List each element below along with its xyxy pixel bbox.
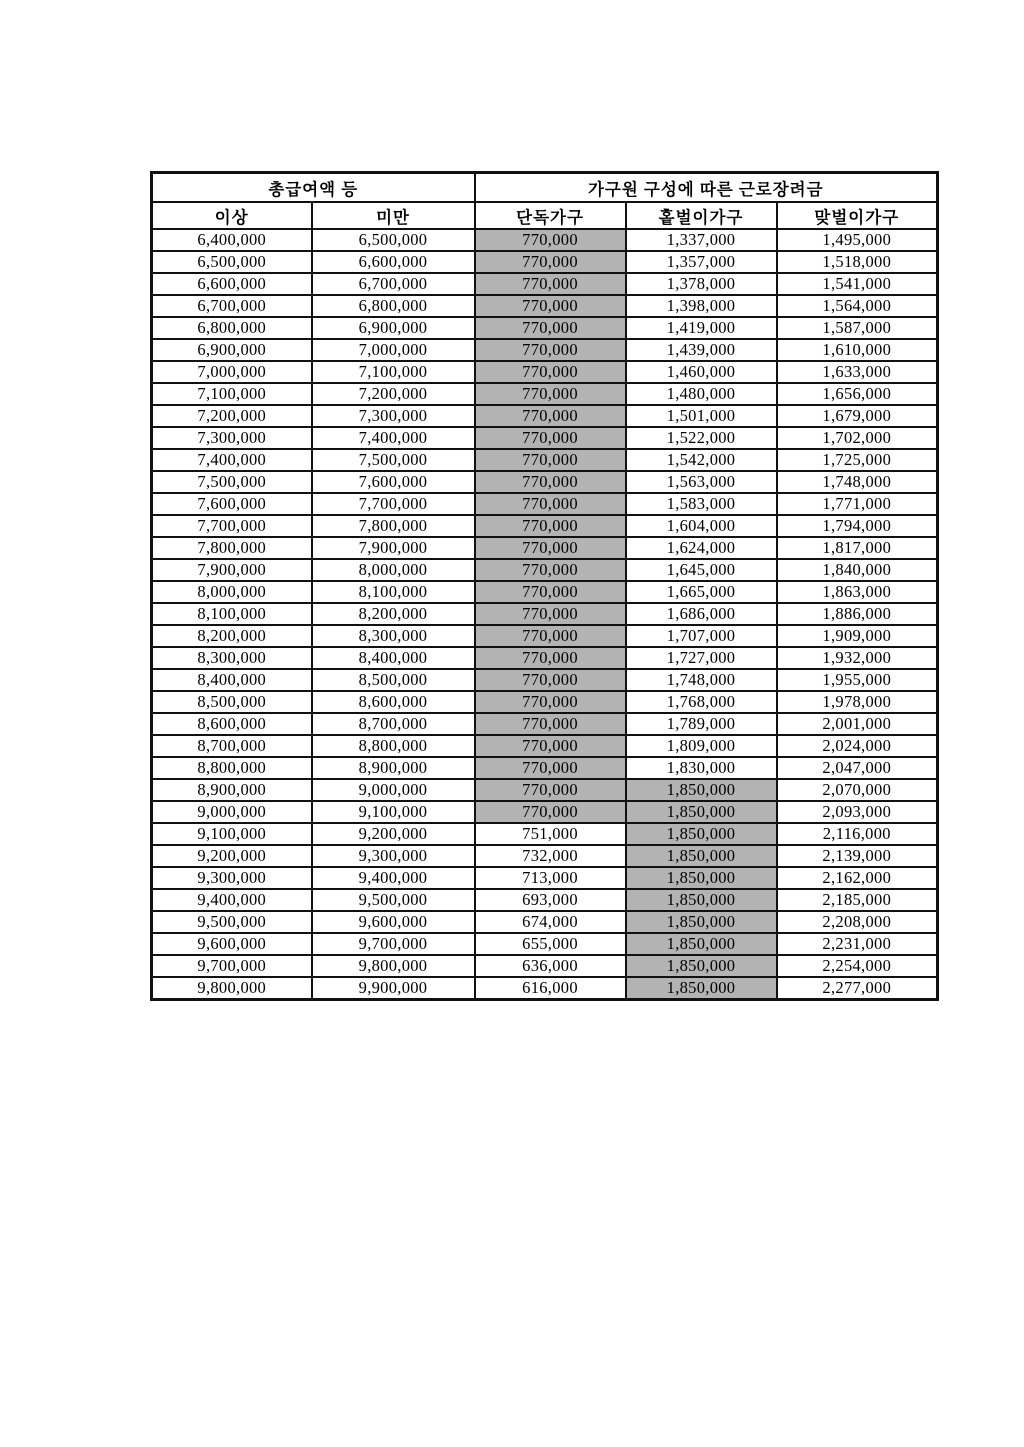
table-row bbox=[152, 295, 938, 317]
cell-income-min: 7,000,000 bbox=[152, 361, 312, 383]
table-row bbox=[152, 603, 938, 625]
cell-income-min: 7,900,000 bbox=[152, 559, 312, 581]
cell-dual-earner-household: 2,001,000 bbox=[777, 713, 938, 735]
cell-single-earner-household: 1,850,000 bbox=[626, 801, 777, 823]
cell-income-max: 9,800,000 bbox=[312, 955, 475, 977]
col-header-single-household: 단독가구 bbox=[475, 202, 626, 229]
cell-income-min: 8,000,000 bbox=[152, 581, 312, 603]
cell-single-household: 770,000 bbox=[475, 493, 626, 515]
header-group-row bbox=[152, 173, 938, 203]
cell-income-max: 9,600,000 bbox=[312, 911, 475, 933]
table-row bbox=[152, 559, 938, 581]
cell-single-earner-household: 1,727,000 bbox=[626, 647, 777, 669]
table-body bbox=[152, 229, 938, 1000]
cell-income-max: 8,900,000 bbox=[312, 757, 475, 779]
cell-income-max: 6,900,000 bbox=[312, 317, 475, 339]
cell-income-min: 7,400,000 bbox=[152, 449, 312, 471]
table-row bbox=[152, 273, 938, 295]
table-row bbox=[152, 493, 938, 515]
cell-income-max: 7,400,000 bbox=[312, 427, 475, 449]
cell-single-earner-household: 1,789,000 bbox=[626, 713, 777, 735]
cell-dual-earner-household: 2,139,000 bbox=[777, 845, 938, 867]
cell-single-household: 770,000 bbox=[475, 295, 626, 317]
cell-single-earner-household: 1,686,000 bbox=[626, 603, 777, 625]
table-row bbox=[152, 427, 938, 449]
cell-dual-earner-household: 1,932,000 bbox=[777, 647, 938, 669]
cell-income-min: 9,800,000 bbox=[152, 977, 312, 1000]
cell-dual-earner-household: 1,656,000 bbox=[777, 383, 938, 405]
cell-income-min: 8,500,000 bbox=[152, 691, 312, 713]
cell-single-household: 770,000 bbox=[475, 757, 626, 779]
col-header-max: 미만 bbox=[312, 202, 475, 229]
cell-income-min: 8,800,000 bbox=[152, 757, 312, 779]
cell-dual-earner-household: 2,116,000 bbox=[777, 823, 938, 845]
cell-income-min: 8,700,000 bbox=[152, 735, 312, 757]
table-row bbox=[152, 779, 938, 801]
table-row bbox=[152, 339, 938, 361]
cell-income-min: 9,200,000 bbox=[152, 845, 312, 867]
cell-single-earner-household: 1,522,000 bbox=[626, 427, 777, 449]
table-row bbox=[152, 251, 938, 273]
table-row bbox=[152, 669, 938, 691]
cell-dual-earner-household: 2,208,000 bbox=[777, 911, 938, 933]
cell-dual-earner-household: 1,886,000 bbox=[777, 603, 938, 625]
cell-single-earner-household: 1,830,000 bbox=[626, 757, 777, 779]
table-row bbox=[152, 735, 938, 757]
col-header-single-earner-household: 홑벌이가구 bbox=[626, 202, 777, 229]
cell-dual-earner-household: 1,955,000 bbox=[777, 669, 938, 691]
cell-dual-earner-household: 2,277,000 bbox=[777, 977, 938, 1000]
cell-dual-earner-household: 2,162,000 bbox=[777, 867, 938, 889]
cell-single-household: 770,000 bbox=[475, 405, 626, 427]
col-header-min: 이상 bbox=[152, 202, 312, 229]
cell-income-max: 8,300,000 bbox=[312, 625, 475, 647]
cell-income-min: 8,200,000 bbox=[152, 625, 312, 647]
cell-dual-earner-household: 2,254,000 bbox=[777, 955, 938, 977]
cell-income-min: 9,400,000 bbox=[152, 889, 312, 911]
table-row bbox=[152, 471, 938, 493]
cell-income-max: 8,800,000 bbox=[312, 735, 475, 757]
cell-single-earner-household: 1,850,000 bbox=[626, 779, 777, 801]
cell-single-household: 770,000 bbox=[475, 317, 626, 339]
header-group-total-income: 총급여액 등 bbox=[152, 173, 475, 203]
cell-income-min: 7,300,000 bbox=[152, 427, 312, 449]
cell-income-max: 9,000,000 bbox=[312, 779, 475, 801]
cell-single-earner-household: 1,542,000 bbox=[626, 449, 777, 471]
cell-single-household: 636,000 bbox=[475, 955, 626, 977]
table-row bbox=[152, 383, 938, 405]
cell-income-max: 8,200,000 bbox=[312, 603, 475, 625]
cell-single-household: 751,000 bbox=[475, 823, 626, 845]
table-row bbox=[152, 691, 938, 713]
table-row bbox=[152, 537, 938, 559]
column-header-row bbox=[152, 202, 938, 229]
cell-dual-earner-household: 1,978,000 bbox=[777, 691, 938, 713]
cell-single-earner-household: 1,439,000 bbox=[626, 339, 777, 361]
cell-single-household: 770,000 bbox=[475, 647, 626, 669]
cell-dual-earner-household: 1,771,000 bbox=[777, 493, 938, 515]
table-row bbox=[152, 647, 938, 669]
cell-single-household: 770,000 bbox=[475, 713, 626, 735]
cell-single-earner-household: 1,850,000 bbox=[626, 933, 777, 955]
cell-single-household: 693,000 bbox=[475, 889, 626, 911]
cell-income-min: 9,700,000 bbox=[152, 955, 312, 977]
cell-single-earner-household: 1,768,000 bbox=[626, 691, 777, 713]
cell-income-max: 6,700,000 bbox=[312, 273, 475, 295]
cell-dual-earner-household: 2,093,000 bbox=[777, 801, 938, 823]
cell-dual-earner-household: 1,840,000 bbox=[777, 559, 938, 581]
cell-income-min: 8,400,000 bbox=[152, 669, 312, 691]
cell-single-earner-household: 1,748,000 bbox=[626, 669, 777, 691]
cell-dual-earner-household: 1,541,000 bbox=[777, 273, 938, 295]
cell-income-max: 8,500,000 bbox=[312, 669, 475, 691]
cell-income-max: 8,000,000 bbox=[312, 559, 475, 581]
cell-single-household: 770,000 bbox=[475, 691, 626, 713]
cell-single-household: 770,000 bbox=[475, 515, 626, 537]
cell-single-earner-household: 1,419,000 bbox=[626, 317, 777, 339]
cell-income-min: 9,600,000 bbox=[152, 933, 312, 955]
table-row bbox=[152, 977, 938, 1000]
cell-income-max: 9,700,000 bbox=[312, 933, 475, 955]
table-row bbox=[152, 889, 938, 911]
cell-single-household: 770,000 bbox=[475, 625, 626, 647]
cell-income-max: 6,800,000 bbox=[312, 295, 475, 317]
cell-income-min: 6,700,000 bbox=[152, 295, 312, 317]
cell-income-min: 9,500,000 bbox=[152, 911, 312, 933]
header-group-incentive-by-household: 가구원 구성에 따른 근로장려금 bbox=[475, 173, 938, 203]
cell-income-min: 6,600,000 bbox=[152, 273, 312, 295]
table-row bbox=[152, 801, 938, 823]
cell-single-earner-household: 1,850,000 bbox=[626, 845, 777, 867]
cell-single-household: 616,000 bbox=[475, 977, 626, 1000]
cell-income-max: 9,900,000 bbox=[312, 977, 475, 1000]
cell-income-max: 7,500,000 bbox=[312, 449, 475, 471]
cell-single-earner-household: 1,480,000 bbox=[626, 383, 777, 405]
cell-income-max: 9,400,000 bbox=[312, 867, 475, 889]
cell-single-earner-household: 1,604,000 bbox=[626, 515, 777, 537]
cell-single-earner-household: 1,850,000 bbox=[626, 911, 777, 933]
cell-income-min: 7,700,000 bbox=[152, 515, 312, 537]
cell-dual-earner-household: 2,024,000 bbox=[777, 735, 938, 757]
cell-single-earner-household: 1,645,000 bbox=[626, 559, 777, 581]
cell-single-earner-household: 1,809,000 bbox=[626, 735, 777, 757]
cell-single-earner-household: 1,850,000 bbox=[626, 867, 777, 889]
cell-dual-earner-household: 1,610,000 bbox=[777, 339, 938, 361]
cell-income-min: 9,100,000 bbox=[152, 823, 312, 845]
cell-dual-earner-household: 1,748,000 bbox=[777, 471, 938, 493]
cell-single-household: 770,000 bbox=[475, 471, 626, 493]
table-row bbox=[152, 229, 938, 251]
cell-single-earner-household: 1,624,000 bbox=[626, 537, 777, 559]
cell-single-household: 770,000 bbox=[475, 273, 626, 295]
cell-income-max: 6,600,000 bbox=[312, 251, 475, 273]
cell-dual-earner-household: 1,518,000 bbox=[777, 251, 938, 273]
cell-dual-earner-household: 1,794,000 bbox=[777, 515, 938, 537]
cell-single-household: 770,000 bbox=[475, 581, 626, 603]
cell-income-min: 8,600,000 bbox=[152, 713, 312, 735]
cell-single-earner-household: 1,850,000 bbox=[626, 977, 777, 1000]
cell-single-household: 674,000 bbox=[475, 911, 626, 933]
cell-income-max: 7,200,000 bbox=[312, 383, 475, 405]
cell-dual-earner-household: 1,909,000 bbox=[777, 625, 938, 647]
table-row bbox=[152, 867, 938, 889]
col-header-dual-earner-household: 맞벌이가구 bbox=[777, 202, 938, 229]
cell-single-household: 770,000 bbox=[475, 251, 626, 273]
cell-income-min: 7,100,000 bbox=[152, 383, 312, 405]
cell-income-max: 7,300,000 bbox=[312, 405, 475, 427]
cell-single-household: 770,000 bbox=[475, 801, 626, 823]
cell-single-household: 732,000 bbox=[475, 845, 626, 867]
table-row bbox=[152, 361, 938, 383]
cell-single-household: 770,000 bbox=[475, 449, 626, 471]
table-row bbox=[152, 911, 938, 933]
cell-single-earner-household: 1,563,000 bbox=[626, 471, 777, 493]
cell-single-household: 770,000 bbox=[475, 427, 626, 449]
table-row bbox=[152, 581, 938, 603]
cell-dual-earner-household: 1,725,000 bbox=[777, 449, 938, 471]
cell-single-earner-household: 1,707,000 bbox=[626, 625, 777, 647]
cell-income-max: 7,900,000 bbox=[312, 537, 475, 559]
cell-income-max: 9,500,000 bbox=[312, 889, 475, 911]
cell-single-household: 655,000 bbox=[475, 933, 626, 955]
cell-income-max: 8,700,000 bbox=[312, 713, 475, 735]
table-row bbox=[152, 713, 938, 735]
cell-single-earner-household: 1,460,000 bbox=[626, 361, 777, 383]
table-row bbox=[152, 823, 938, 845]
cell-single-household: 770,000 bbox=[475, 229, 626, 251]
cell-single-earner-household: 1,665,000 bbox=[626, 581, 777, 603]
table-row bbox=[152, 515, 938, 537]
cell-income-max: 7,600,000 bbox=[312, 471, 475, 493]
cell-income-max: 7,000,000 bbox=[312, 339, 475, 361]
cell-single-household: 770,000 bbox=[475, 669, 626, 691]
cell-single-earner-household: 1,850,000 bbox=[626, 889, 777, 911]
cell-single-household: 770,000 bbox=[475, 603, 626, 625]
cell-income-max: 9,300,000 bbox=[312, 845, 475, 867]
cell-dual-earner-household: 1,702,000 bbox=[777, 427, 938, 449]
table-row bbox=[152, 405, 938, 427]
cell-dual-earner-household: 1,633,000 bbox=[777, 361, 938, 383]
cell-income-min: 6,400,000 bbox=[152, 229, 312, 251]
table-row bbox=[152, 955, 938, 977]
table-row bbox=[152, 449, 938, 471]
cell-income-min: 9,000,000 bbox=[152, 801, 312, 823]
cell-income-min: 9,300,000 bbox=[152, 867, 312, 889]
cell-single-household: 770,000 bbox=[475, 339, 626, 361]
cell-income-max: 8,600,000 bbox=[312, 691, 475, 713]
cell-single-household: 770,000 bbox=[475, 383, 626, 405]
cell-single-earner-household: 1,398,000 bbox=[626, 295, 777, 317]
table-row bbox=[152, 933, 938, 955]
cell-income-min: 8,300,000 bbox=[152, 647, 312, 669]
cell-income-min: 8,900,000 bbox=[152, 779, 312, 801]
cell-dual-earner-household: 1,817,000 bbox=[777, 537, 938, 559]
cell-income-max: 9,100,000 bbox=[312, 801, 475, 823]
cell-dual-earner-household: 1,863,000 bbox=[777, 581, 938, 603]
table-row bbox=[152, 845, 938, 867]
cell-dual-earner-household: 2,231,000 bbox=[777, 933, 938, 955]
cell-income-min: 6,800,000 bbox=[152, 317, 312, 339]
cell-dual-earner-household: 2,070,000 bbox=[777, 779, 938, 801]
cell-dual-earner-household: 2,185,000 bbox=[777, 889, 938, 911]
cell-income-max: 7,100,000 bbox=[312, 361, 475, 383]
cell-dual-earner-household: 1,495,000 bbox=[777, 229, 938, 251]
cell-income-max: 7,800,000 bbox=[312, 515, 475, 537]
cell-income-max: 8,400,000 bbox=[312, 647, 475, 669]
cell-income-min: 7,800,000 bbox=[152, 537, 312, 559]
cell-single-earner-household: 1,337,000 bbox=[626, 229, 777, 251]
cell-single-earner-household: 1,501,000 bbox=[626, 405, 777, 427]
cell-income-max: 7,700,000 bbox=[312, 493, 475, 515]
cell-income-min: 6,900,000 bbox=[152, 339, 312, 361]
cell-dual-earner-household: 1,679,000 bbox=[777, 405, 938, 427]
cell-dual-earner-household: 1,564,000 bbox=[777, 295, 938, 317]
cell-income-min: 7,500,000 bbox=[152, 471, 312, 493]
table-row bbox=[152, 317, 938, 339]
incentive-table bbox=[150, 171, 939, 1001]
cell-single-household: 770,000 bbox=[475, 735, 626, 757]
cell-single-earner-household: 1,357,000 bbox=[626, 251, 777, 273]
cell-dual-earner-household: 2,047,000 bbox=[777, 757, 938, 779]
cell-income-max: 9,200,000 bbox=[312, 823, 475, 845]
cell-single-earner-household: 1,378,000 bbox=[626, 273, 777, 295]
cell-income-min: 6,500,000 bbox=[152, 251, 312, 273]
cell-single-household: 713,000 bbox=[475, 867, 626, 889]
cell-single-household: 770,000 bbox=[475, 779, 626, 801]
cell-single-household: 770,000 bbox=[475, 537, 626, 559]
cell-income-max: 6,500,000 bbox=[312, 229, 475, 251]
cell-income-min: 7,600,000 bbox=[152, 493, 312, 515]
cell-single-household: 770,000 bbox=[475, 361, 626, 383]
cell-single-earner-household: 1,850,000 bbox=[626, 823, 777, 845]
table-row bbox=[152, 757, 938, 779]
cell-income-min: 8,100,000 bbox=[152, 603, 312, 625]
cell-income-max: 8,100,000 bbox=[312, 581, 475, 603]
table-row bbox=[152, 625, 938, 647]
cell-single-earner-household: 1,850,000 bbox=[626, 955, 777, 977]
cell-income-min: 7,200,000 bbox=[152, 405, 312, 427]
cell-single-household: 770,000 bbox=[475, 559, 626, 581]
cell-dual-earner-household: 1,587,000 bbox=[777, 317, 938, 339]
cell-single-earner-household: 1,583,000 bbox=[626, 493, 777, 515]
